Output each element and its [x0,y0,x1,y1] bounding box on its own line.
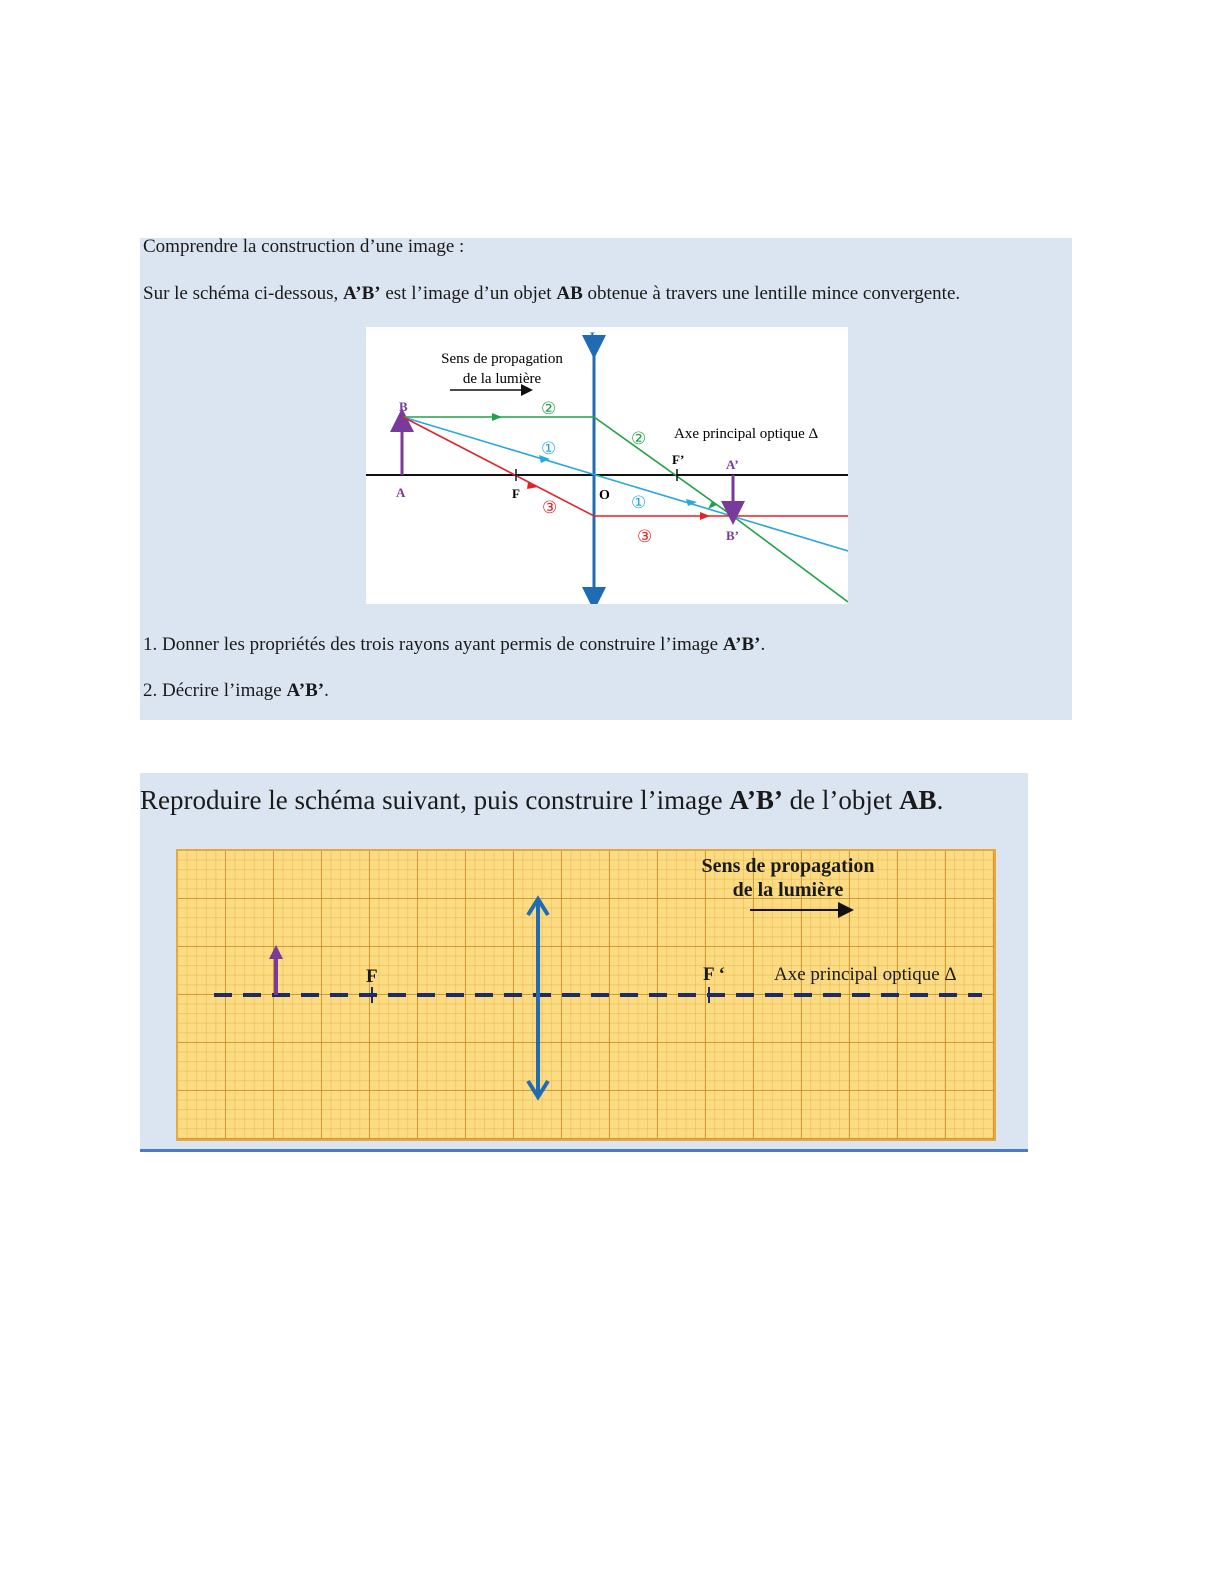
graph-focal-point-f-prime-label: F ‘ [703,964,725,985]
ray-2-path [403,417,848,602]
ray-3-arrowhead-2 [700,512,710,520]
ray-3-marker-left: ③ [542,498,558,517]
propagation-label-line2: de la lumière [462,371,542,387]
exercise-1-statement: Sur le schéma ci-dessous, A’B’ est l’image d’un objet AB obtenue à travers une lentille mince convergente. [143,283,961,304]
graph-paper [176,849,996,1141]
point-a-prime-label: A’ [726,457,739,472]
exercise-1-intro: Comprendre la construction d’une image : [143,236,465,257]
graph-propagation-label-line2: de la lumière [732,879,844,901]
question-2: 2. Décrire l’image A’B’. [143,680,329,701]
graph-object-arrowhead [269,945,283,959]
focal-point-f-label: F [512,486,520,501]
graph-axis-label: Axe principal optique Δ [774,964,957,985]
graph-diagram-svg [176,849,996,1141]
exercise-2-heading: Reproduire le schéma suivant, puis construire l’image A’B’ de l’objet AB. [140,785,944,815]
graph-propagation-label-line1: Sens de propagation [701,855,875,877]
graph-focal-point-f-label: F [366,966,378,987]
lens-ray-diagram [366,327,848,604]
focal-point-f-prime-label: F’ [672,452,685,467]
point-a-label: A [396,485,406,500]
question-1: 1. Donner les propriétés des trois rayons ayant permis de construire l’image A’B’. [143,634,766,655]
ray-2-arrowhead [492,413,502,421]
propagation-label-line1: Sens de propagation [441,351,563,367]
optical-center-o-label: O [599,488,610,503]
ray-2-arrowhead-2 [708,501,717,509]
ray-1-marker-left: ① [541,439,557,458]
point-b-prime-label: B’ [726,528,739,543]
lens-ray-diagram-svg [366,327,848,604]
ray-2-marker-right: ② [631,429,647,448]
ray-3-marker-right: ③ [637,527,653,546]
axis-label: Axe principal optique Δ [674,426,819,442]
exercise-2-bottom-rule [140,1149,1028,1152]
ray-2-marker-top: ② [541,399,557,418]
point-b-label: B [399,399,408,414]
ray-1-marker-right: ① [631,493,647,512]
lens-label: L [590,329,599,344]
